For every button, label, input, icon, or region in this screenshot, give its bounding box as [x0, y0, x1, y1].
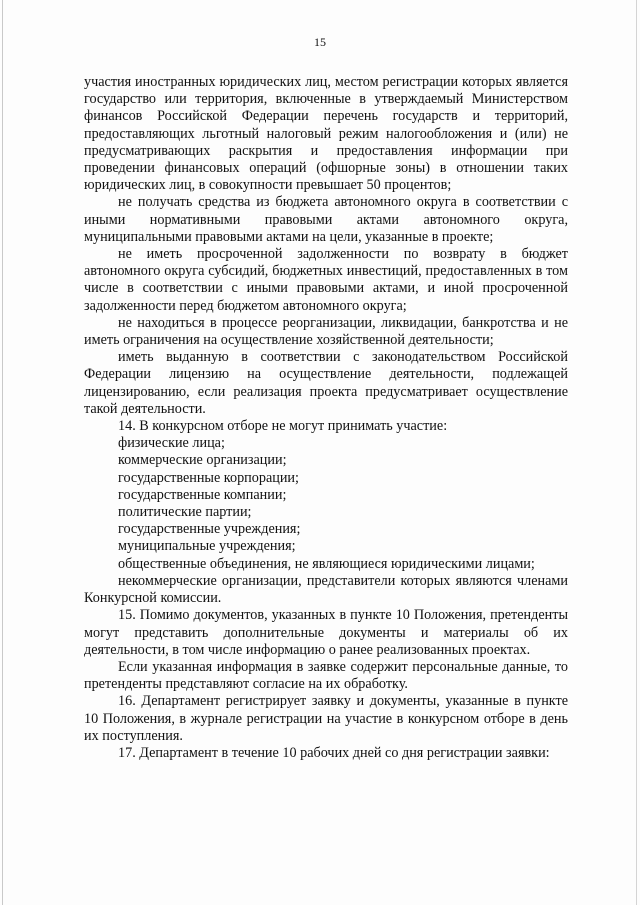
- list-item: муниципальные учреждения;: [118, 538, 296, 555]
- paragraph: 16. Департамент регистрирует заявку и документы, указанные в пункте 10 Положения, в журнале регистрации на участие в конкурсном отборе в день их поступления.: [84, 693, 568, 744]
- list-item: физические лица;: [118, 435, 225, 452]
- document-body: [84, 74, 568, 762]
- scan-edge-left: [2, 0, 3, 905]
- paragraph: не находиться в процессе реорганизации, ликвидации, банкротства и не иметь ограничения на осуществление хозяйственной деятельности;: [84, 314, 568, 349]
- paragraph: не получать средства из бюджета автономного округа в соответствии с иными нормативными правовыми актами автономного округа, муниципальными правовыми актами на цели, указанные в проекте;: [84, 194, 568, 245]
- list-item: политические партии;: [118, 504, 252, 521]
- list-item: коммерческие организации;: [118, 452, 287, 469]
- section-heading: 14. В конкурсном отборе не могут принимать участие:: [118, 418, 448, 435]
- list-item: государственные учреждения;: [118, 521, 301, 538]
- paragraph: участия иностранных юридических лиц, местом регистрации которых является государство или территория, включенные в утверждаемый Министерством финансов Российской Федерации перечень государств и территорий, предоставляющих льготный налоговый режим налогообложения и (или) не предусматривающих раскрытия и предоставления информации при проведении финансовых операций (офшорные зоны) в отношении таких юридических лиц, в совокупности превышает 50 процентов;: [84, 74, 568, 194]
- paragraph: 15. Помимо документов, указанных в пункте 10 Положения, претенденты могут представить дополнительные документы и материалы об их деятельности, в том числе информацию о ранее реализованных проектах.: [84, 607, 568, 658]
- page-number: 15: [314, 35, 326, 49]
- list-item: государственные компании;: [118, 486, 287, 503]
- list-item: общественные объединения, не являющиеся юридическими лицами;: [118, 555, 535, 572]
- paragraph: не иметь просроченной задолженности по возврату в бюджет автономного округа субсидий, бюджетных инвестиций, предоставленных в том числе в соответствии с иными правовыми актами, и иной просроченной задолженности перед бюджетом автономного округа;: [84, 246, 568, 314]
- list-item: некоммерческие организации, представители которых являются членами Конкурсной комиссии.: [84, 572, 568, 607]
- paragraph: Если указанная информация в заявке содержит персональные данные, то претенденты представляют согласие на их обработку.: [84, 658, 568, 693]
- paragraph: иметь выданную в соответствии с законодательством Российской Федерации лицензию на осуществление деятельности, подлежащей лицензированию, если реализация проекта предусматривает осуществление такой деятельности.: [84, 349, 568, 417]
- list-item: государственные корпорации;: [118, 469, 299, 486]
- scan-edge-right: [636, 0, 637, 905]
- paragraph: 17. Департамент в течение 10 рабочих дней со дня регистрации заявки:: [118, 744, 550, 761]
